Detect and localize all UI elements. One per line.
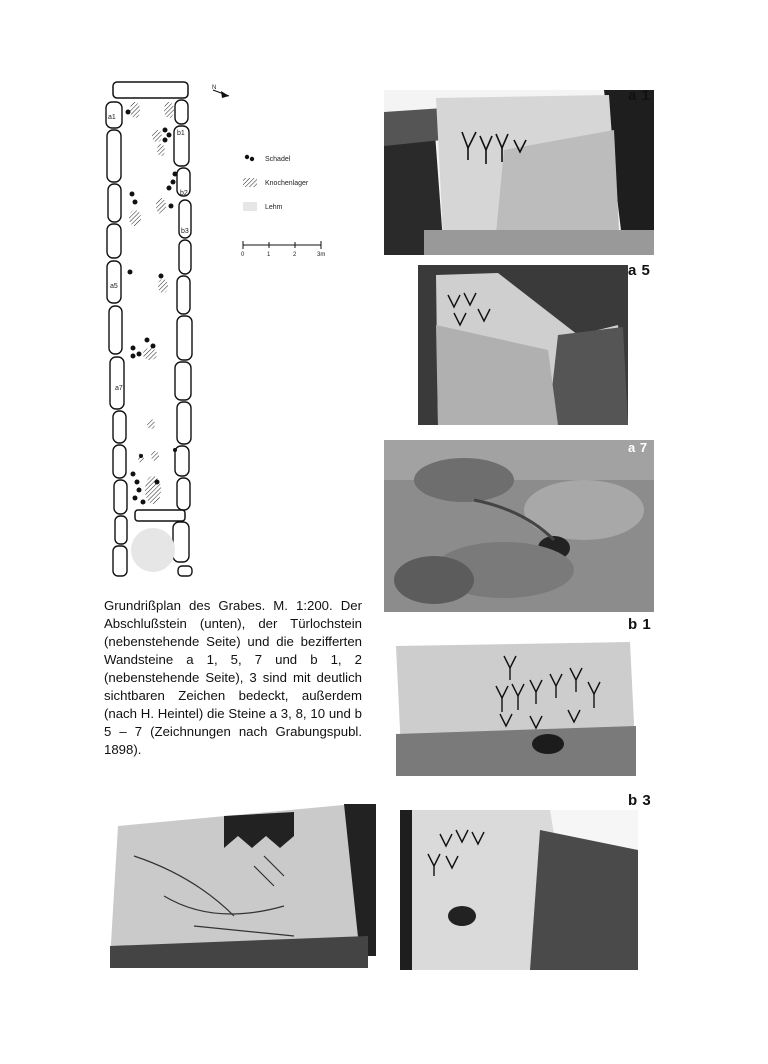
legend-skull-icon: [245, 155, 249, 159]
stone-label-b3: b3: [181, 228, 189, 235]
label-b1: b 1: [628, 616, 652, 633]
north-arrow-icon: [212, 85, 229, 98]
legend: [243, 155, 309, 211]
figure-caption: [104, 597, 362, 759]
svg-text:0: 0: [241, 252, 245, 258]
legend-clay-icon: [243, 202, 257, 211]
svg-text:N: N: [212, 85, 217, 91]
photo-end-stone: [104, 796, 376, 968]
photo-stone-a5: [418, 265, 628, 425]
stone-label-a7: a7: [115, 385, 123, 392]
legend-bones-icon: [243, 178, 257, 187]
bone-deposits: [129, 102, 174, 504]
label-b3: b 3: [628, 792, 652, 809]
label-a1: a 1: [628, 87, 651, 104]
clay-area: [131, 528, 175, 572]
skull-markers: [126, 110, 178, 505]
legend-skull-text: Schadel: [265, 156, 291, 163]
legend-bones-text: Knochenlager: [265, 180, 309, 187]
right-wall: [173, 100, 192, 576]
photo-stone-a7: [384, 440, 654, 612]
left-wall: [106, 102, 127, 576]
svg-text:1: 1: [267, 252, 271, 258]
label-a7: a 7: [628, 440, 648, 455]
label-a5: a 5: [628, 262, 651, 279]
end-stone: [135, 510, 185, 521]
photo-stone-b3: [400, 810, 638, 970]
ground-plan: [95, 78, 335, 583]
stone-label-a1: a1: [108, 114, 116, 121]
legend-clay-text: Lehm: [265, 204, 283, 211]
capstone-top: [113, 82, 188, 98]
photo-stone-b1: [390, 634, 636, 776]
svg-text:2: 2: [293, 252, 297, 258]
stone-label-a5: a5: [110, 283, 118, 290]
scale-bar: [241, 241, 325, 258]
svg-text:3m: 3m: [317, 252, 326, 258]
photo-stone-a1: [384, 90, 654, 255]
stone-label-b2: b2: [180, 190, 188, 197]
stone-label-b1: b1: [177, 130, 185, 137]
caption-text: Grundrißplan des Grabes. M. 1:200. Der Abschlußstein (unten), der Türlochstein (nebenstehende Seite) und die bezifferten Wandsteine a 1, 5, 7 und b 1, 2 (nebenstehende Seite), 3 sind mit deutlich sichtbaren Zeichen bedeckt, außerdem (nach H. Heintel) die Steine a 3, 8, 10 und b 5 – 7 (Zeichnungen nach Grabungspubl. 1898).: [104, 598, 362, 757]
